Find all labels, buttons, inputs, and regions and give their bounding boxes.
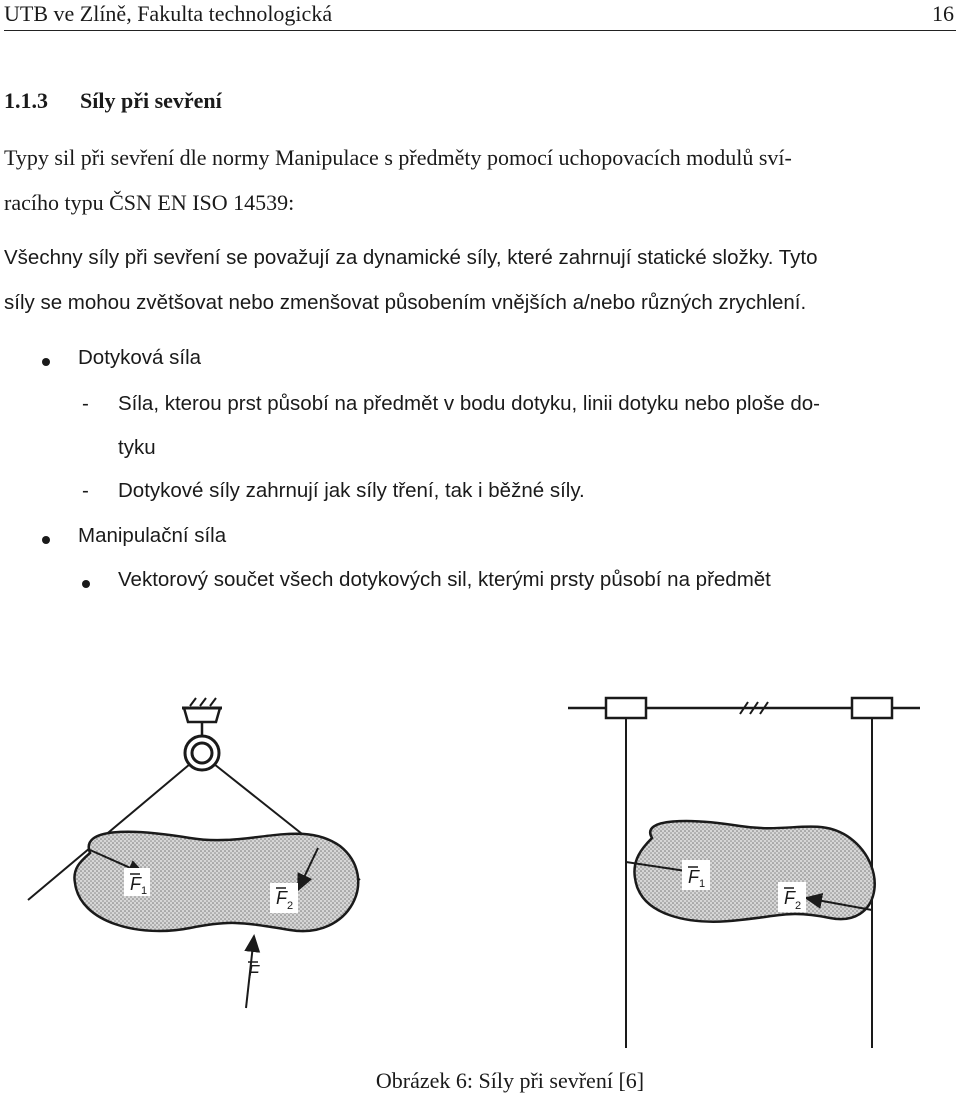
label-right-f2-sub: 2 bbox=[795, 900, 802, 912]
label-f1: F bbox=[130, 874, 141, 894]
bullet-dot bbox=[82, 580, 90, 588]
label-f2: F bbox=[276, 888, 287, 908]
label-right-f2: F bbox=[784, 888, 795, 908]
intro-line-1: Typy sil při sevření dle normy Manipulace s předměty pomocí uchopovacích modulů sví- bbox=[4, 145, 792, 170]
carriage-right bbox=[852, 698, 892, 718]
paragraph-line-2: síly se mohou zvětšovat nebo zmenšovat působením vnějších a/nebo různých zrychlení. bbox=[4, 291, 807, 314]
list-item-manipulation-force: Manipulační síla bbox=[78, 524, 227, 547]
bullet-dot bbox=[42, 536, 50, 544]
header-title: UTB ve Zlíně, Fakulta technologická bbox=[4, 1, 333, 26]
sub-item-3: Vektorový součet všech dotykových sil, kterými prsty působí na předmět bbox=[118, 568, 771, 591]
section-title: Síly při sevření bbox=[80, 88, 222, 113]
sub-item-2: Dotykové síly zahrnují jak síly tření, tak i běžné síly. bbox=[118, 479, 585, 502]
grip-forces-figure bbox=[20, 678, 940, 1058]
dash-marker: - bbox=[82, 479, 89, 502]
sub-item-1-line-1: Síla, kterou prst působí na předmět v bodu dotyku, linii dotyku nebo ploše do- bbox=[118, 392, 820, 415]
page-number: 16 bbox=[932, 1, 954, 26]
sub-item-1-line-2: tyku bbox=[118, 436, 156, 459]
label-right-f1-sub: 1 bbox=[699, 878, 706, 890]
dash-marker: - bbox=[82, 392, 89, 415]
label-f: F bbox=[248, 962, 259, 982]
page-header bbox=[4, 0, 956, 31]
right-diagram bbox=[568, 698, 920, 1048]
intro-line-2: racího typu ČSN EN ISO 14539: bbox=[4, 190, 295, 215]
paragraph-line-1: Všechny síly při sevření se považují za dynamické síly, které zahrnují statické složky. Tyto bbox=[4, 246, 818, 269]
held-object-right bbox=[634, 821, 874, 922]
held-object-left bbox=[74, 832, 358, 931]
label-right-f1: F bbox=[688, 867, 699, 887]
mount-bracket bbox=[184, 708, 220, 722]
label-f2-sub: 2 bbox=[287, 900, 294, 912]
bullet-dot bbox=[42, 358, 50, 366]
left-diagram bbox=[28, 698, 360, 1008]
section-heading bbox=[4, 88, 222, 114]
section-number: 1.1.3 bbox=[4, 88, 48, 113]
list-item-touch-force: Dotyková síla bbox=[78, 346, 202, 369]
carriage-left bbox=[606, 698, 646, 718]
figure-caption: Obrázek 6: Síly při sevření [6] bbox=[375, 1068, 645, 1093]
label-f1-sub: 1 bbox=[141, 885, 148, 897]
